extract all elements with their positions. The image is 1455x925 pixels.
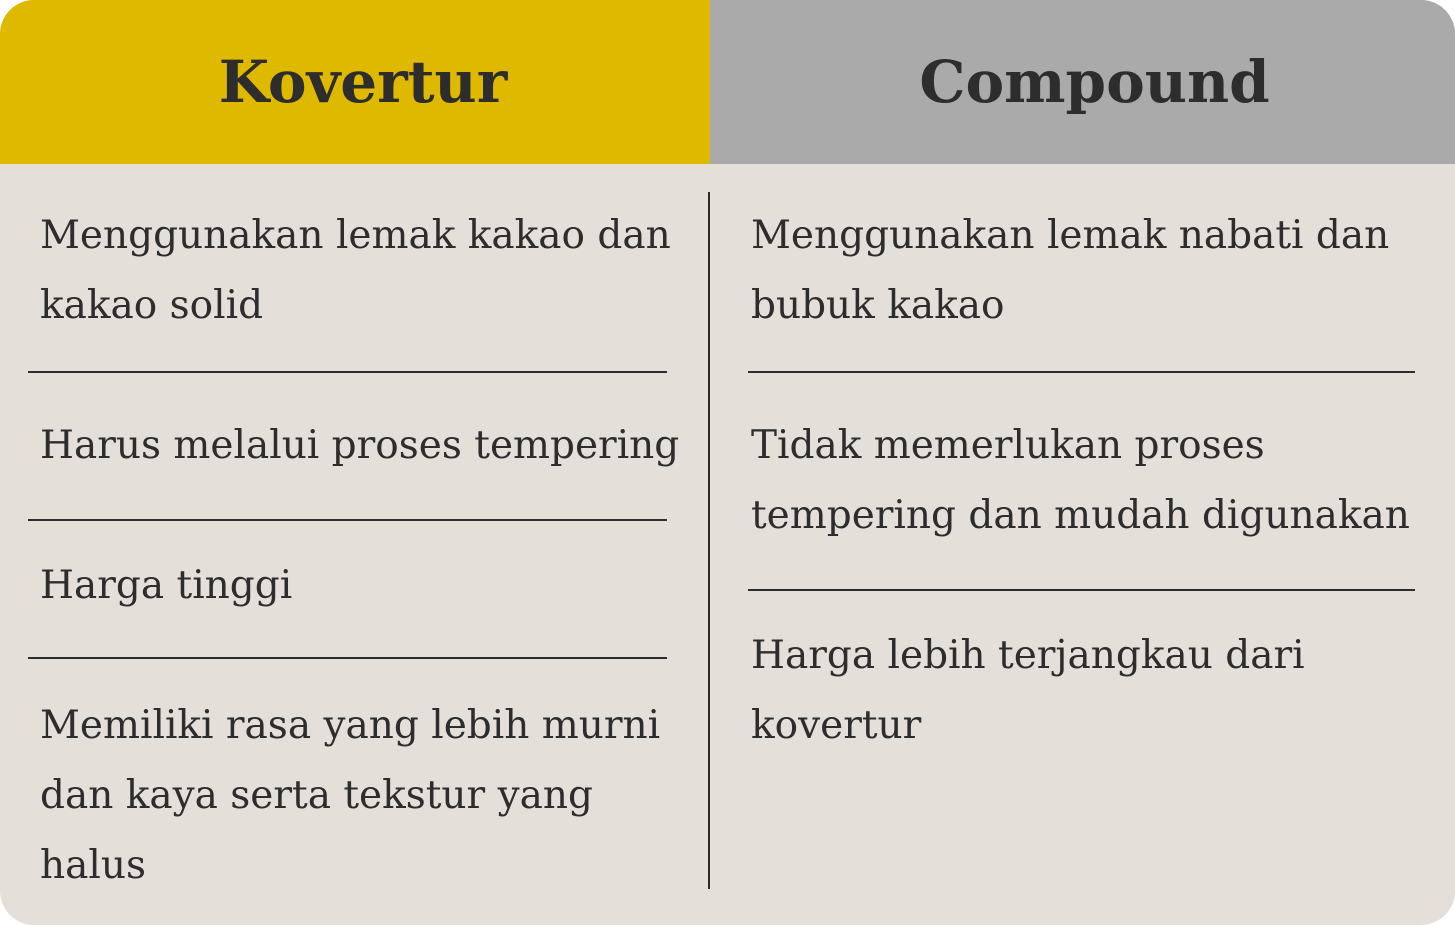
row-divider — [28, 519, 667, 521]
compound-item-2 — [751, 411, 1410, 551]
row-divider — [28, 657, 667, 659]
compound-item-1-line-2: bubuk kakao — [751, 283, 1005, 328]
kovertur-item-1-line-1: Menggunakan lemak kakao dan — [40, 213, 671, 258]
kovertur-item-2-line-1: Harus melalui proses tempering — [40, 423, 680, 468]
kovertur-item-3-line-1: Harga tinggi — [40, 563, 293, 608]
kovertur-item-4-line-1: Memiliki rasa yang lebih murni — [40, 703, 661, 748]
compound-item-2-line-2: tempering dan mudah digunakan — [751, 493, 1410, 538]
compound-item-3-line-1: Harga lebih terjangkau dari — [751, 633, 1305, 678]
row-divider — [28, 371, 667, 373]
header-compound-label: Compound — [919, 48, 1270, 116]
column-divider — [708, 192, 710, 889]
compound-item-3-line-2: kovertur — [751, 703, 922, 748]
kovertur-item-4 — [40, 691, 660, 901]
compound-item-2-line-1: Tidak memerlukan proses — [751, 423, 1265, 468]
header-kovertur — [0, 0, 710, 164]
kovertur-item-4-line-2: dan kaya serta tekstur yang — [40, 773, 593, 818]
kovertur-item-3 — [40, 551, 292, 621]
kovertur-item-4-line-3: halus — [40, 843, 146, 888]
header-kovertur-label: Kovertur — [218, 48, 508, 116]
row-divider — [748, 589, 1415, 591]
kovertur-item-2 — [40, 411, 679, 481]
compound-item-3 — [751, 621, 1305, 761]
kovertur-item-1-line-2: kakao solid — [40, 283, 264, 328]
compound-item-1 — [751, 201, 1389, 341]
compound-item-1-line-1: Menggunakan lemak nabati dan — [751, 213, 1390, 258]
header-compound — [710, 0, 1455, 164]
kovertur-item-1 — [40, 201, 671, 341]
row-divider — [748, 371, 1415, 373]
